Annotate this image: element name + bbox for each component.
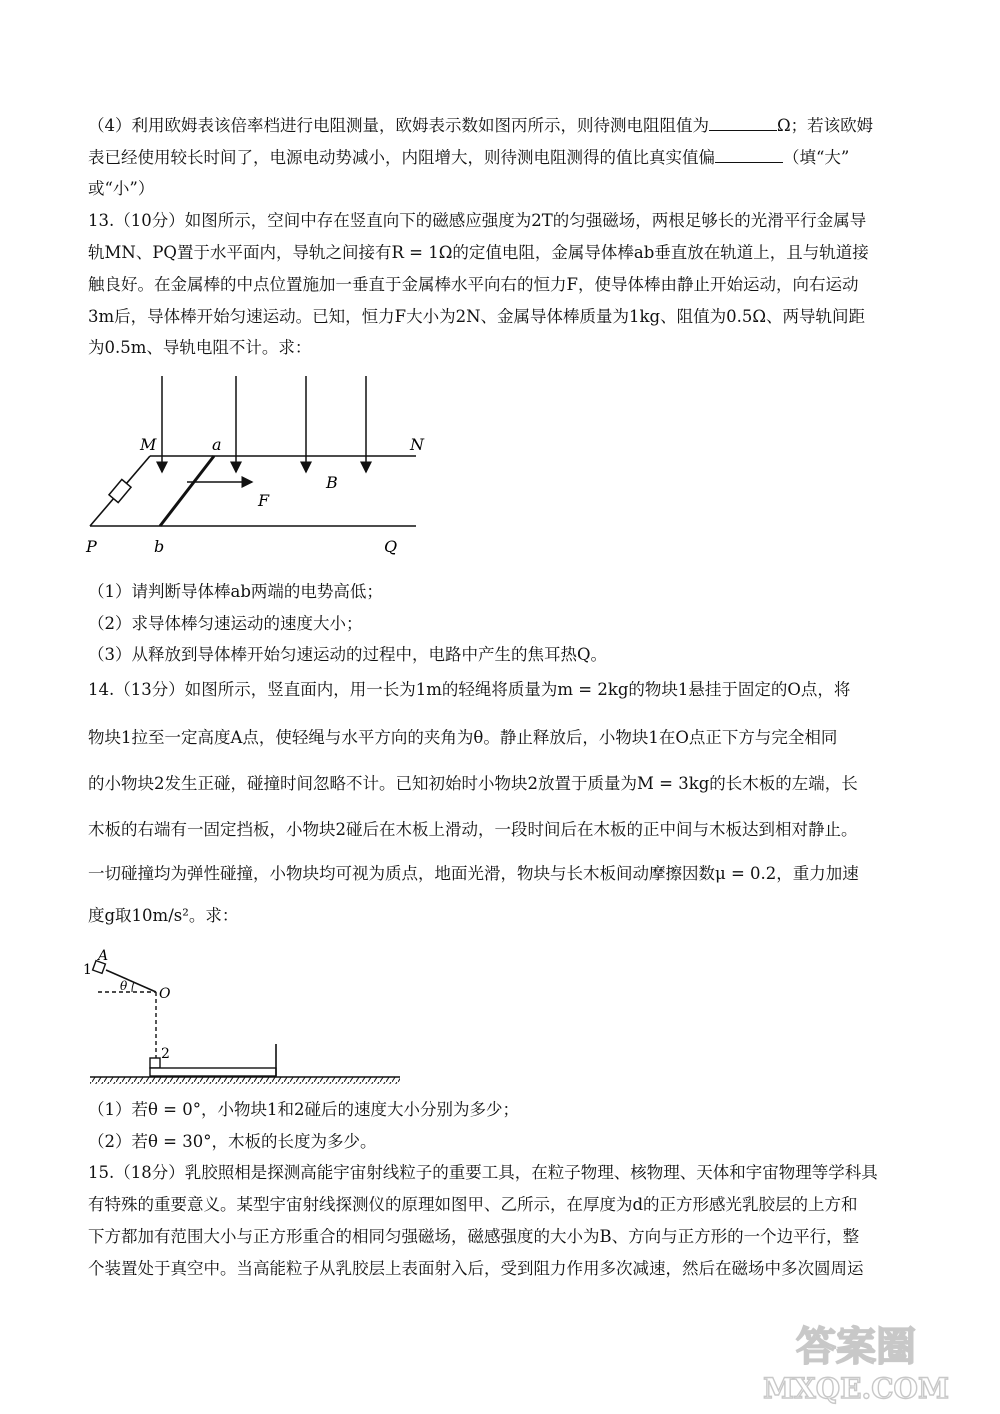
label-block-2: 2 [161, 1046, 170, 1062]
q12-part4-line1: （4）利用欧姆表该倍率档进行电阻测量，欧姆表示数如图丙所示，则待测电阻阻值为 Ω；若该欧姆 [88, 116, 874, 135]
ground-hatch [90, 1077, 400, 1084]
q13-sub-question: （3）从释放到导体棒开始匀速运动的过程中，电路中产生的焦耳热Q。 [88, 645, 608, 664]
label-n: N [410, 435, 424, 454]
label-m: M [140, 435, 157, 454]
block-2 [150, 1058, 160, 1068]
rod-ab [160, 456, 214, 526]
answer-blank[interactable] [709, 114, 777, 131]
q13-text-line: 13.（10分）如图所示，空间中存在竖直向下的磁感应强度为2T的匀强磁场，两根足够长的光滑平行金属导 [88, 211, 867, 230]
q13-text-line: 轨MN、PQ置于水平面内，导轨之间接有R = 1Ω的定值电阻，金属导体棒ab垂直放在轨道上，且与轨道接 [88, 243, 869, 262]
label-q: Q [384, 537, 398, 556]
label-b-end: b [154, 537, 165, 556]
label-f: F [258, 491, 270, 510]
q15-text-line: 下方都加有范围大小与正方形重合的相同匀强磁场，磁感强度的大小为B、方向与正方形的一个边平行，整 [88, 1227, 860, 1246]
q14-sub-question: （1）若θ = 0°，小物块1和2碰后的速度大小分别为多少； [88, 1100, 519, 1119]
watermark-site-text: MXQE.COM [763, 1372, 949, 1405]
watermark-logo-text: 答案圈 [796, 1323, 916, 1370]
label-p: P [86, 537, 97, 556]
label-o: O [159, 986, 171, 1002]
q14-pendulum-diagram [80, 946, 410, 1090]
q14-sub-question: （2）若θ = 30°，木板的长度为多少。 [88, 1132, 377, 1151]
q15-text-line: 15.（18分）乳胶照相是探测高能宇宙射线粒子的重要工具，在粒子物理、核物理、天体和宇宙物理等学科具 [88, 1163, 878, 1182]
q14-text-line: 的小物块2发生正碰，碰撞时间忽略不计。已知初始时小物块2放置于质量为M = 3kg的长木板的左端，长 [88, 774, 858, 793]
label-block-1: 1 [83, 962, 92, 978]
rope [106, 970, 156, 992]
label-a-point: A [98, 948, 109, 964]
q15-text-line: 个装置处于真空中。当高能粒子从乳胶层上表面射入后，受到阻力作用多次减速，然后在磁场中多次圆周运 [88, 1259, 864, 1278]
q13-rail-diagram [80, 370, 440, 570]
q13-sub-question: （1）请判断导体棒ab两端的电势高低； [88, 582, 383, 601]
q14-text-line: 物块1拉至一定高度A点，使轻绳与水平方向的夹角为θ。静止释放后，小物块1在O点正下方与完全相同 [88, 728, 838, 747]
q14-text-line: 度g取10m/s²。求： [88, 906, 239, 925]
label-theta: θ [120, 979, 128, 993]
q13-text-line: 3m后，导体棒开始匀速运动。已知，恒力F大小为2N、金属导体棒质量为1kg、阻值为0.5Ω、两导轨间距 [88, 307, 866, 326]
label-b-field: B [326, 473, 338, 492]
q14-text-line: 一切碰撞均为弹性碰撞，小物块均可视为质点，地面光滑，物块与长木板间动摩擦因数μ = 0.2，重力加速 [88, 864, 859, 883]
q14-text-line: 木板的右端有一固定挡板，小物块2碰后在木板上滑动，一段时间后在木板的正中间与木板达到相对静止。 [88, 820, 858, 839]
q14-text-line: 14.（13分）如图所示，竖直面内，用一长为1m的轻绳将质量为m = 2kg的物块1悬挂于固定的O点，将 [88, 680, 851, 699]
q13-text-line: 触良好。在金属棒的中点位置施加一垂直于金属棒水平向右的恒力F，使导体棒由静止开始运动，向右运动 [88, 275, 859, 294]
long-board [150, 1068, 276, 1076]
q13-text-line: 为0.5m、导轨电阻不计。求： [88, 338, 312, 357]
angle-arc [132, 982, 134, 992]
q12-part4-line3: 或“小”） [88, 179, 155, 198]
q13-sub-question: （2）求导体棒匀速运动的速度大小； [88, 614, 363, 633]
answer-blank[interactable] [715, 146, 783, 163]
watermark-logo [736, 1316, 976, 1406]
label-a: a [212, 435, 222, 454]
q12-part4-line2: 表已经使用较长时间了，电源电动势减小，内阻增大，则待测电阻测得的值比真实值偏 （填“大” [88, 148, 850, 167]
q15-text-line: 有特殊的重要意义。某型宇宙射线探测仪的原理如图甲、乙所示，在厚度为d的正方形感光乳胶层的上方和 [88, 1195, 858, 1214]
